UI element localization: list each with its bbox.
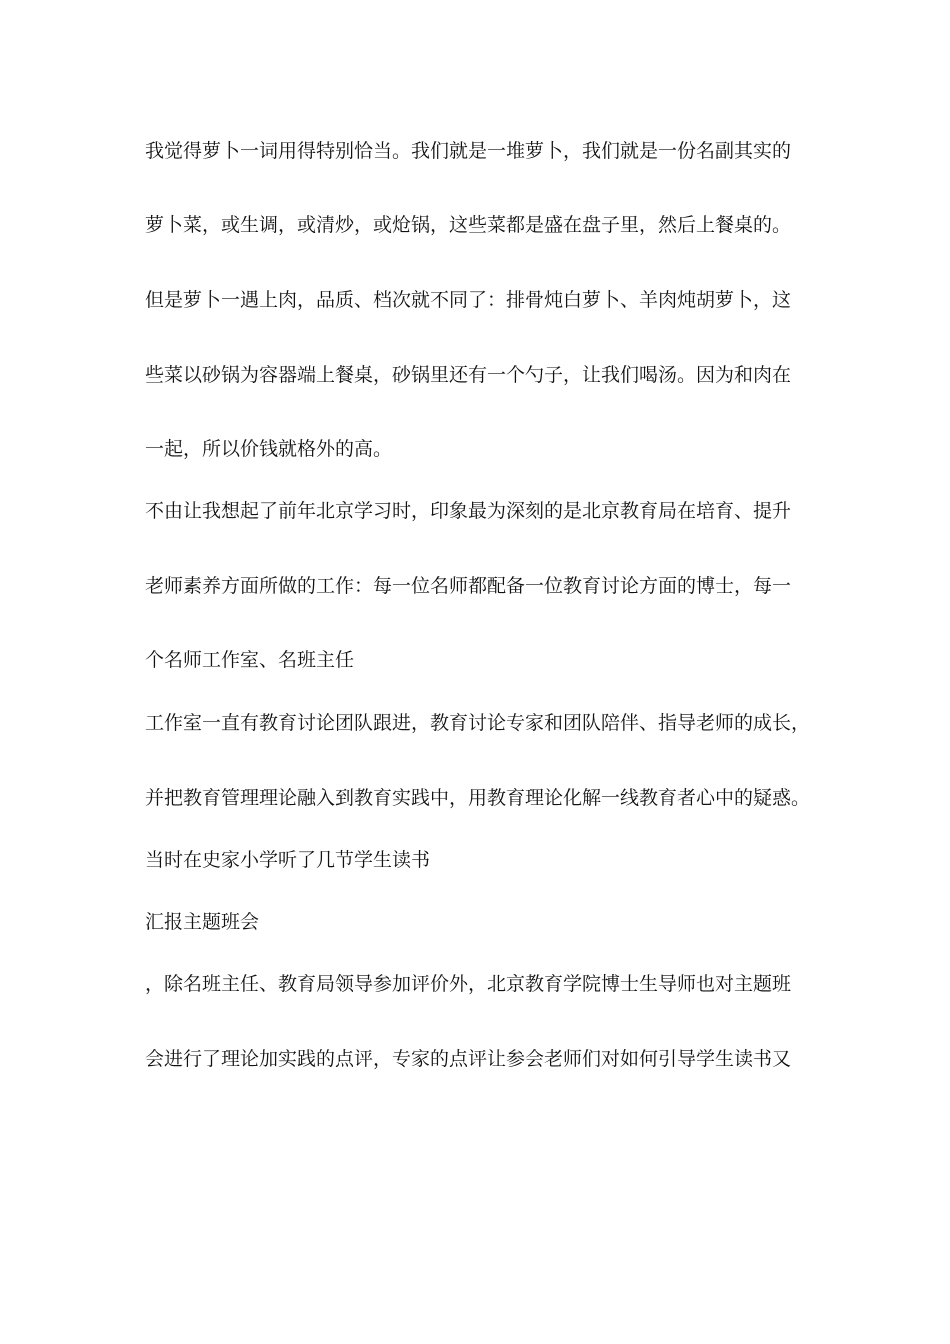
text-line-12: 汇报主题班会 [145, 911, 260, 933]
text-line-4: 些菜以砂锅为容器端上餐桌，砂锅里还有一个勺子，让我们喝汤。因为和肉在 [145, 364, 792, 386]
text-line-1: 我觉得萝卜一词用得特别恰当。我们就是一堆萝卜，我们就是一份名副其实的 [145, 140, 792, 162]
text-line-2: 萝卜菜，或生调，或清炒，或炝锅，这些菜都是盛在盘子里，然后上餐桌的。 [145, 214, 792, 236]
text-line-10: 并把教育管理理论融入到教育实践中，用教育理论化解一线教育者心中的疑惑。 [145, 787, 811, 809]
text-line-11: 当时在史家小学听了几节学生读书 [145, 849, 431, 871]
text-line-13: ，除名班主任、教育局领导参加评价外，北京教育学院博士生导师也对主题班 [145, 973, 792, 995]
text-line-14: 会进行了理论加实践的点评，专家的点评让参会老师们对如何引导学生读书又 [145, 1048, 792, 1070]
text-line-7: 老师素养方面所做的工作：每一位名师都配备一位教育讨论方面的博士，每一 [145, 575, 792, 597]
text-line-8: 个名师工作室、名班主任 [145, 649, 355, 671]
text-line-5: 一起，所以价钱就格外的高。 [145, 438, 393, 460]
text-line-9: 工作室一直有教育讨论团队跟进，教育讨论专家和团队陪伴、指导老师的成长， [145, 712, 811, 734]
text-line-6: 不由让我想起了前年北京学习时，印象最为深刻的是北京教育局在培育、提升 [145, 500, 792, 522]
text-line-3: 但是萝卜一遇上肉，品质、档次就不同了：排骨炖白萝卜、羊肉炖胡萝卜，这 [145, 289, 792, 311]
